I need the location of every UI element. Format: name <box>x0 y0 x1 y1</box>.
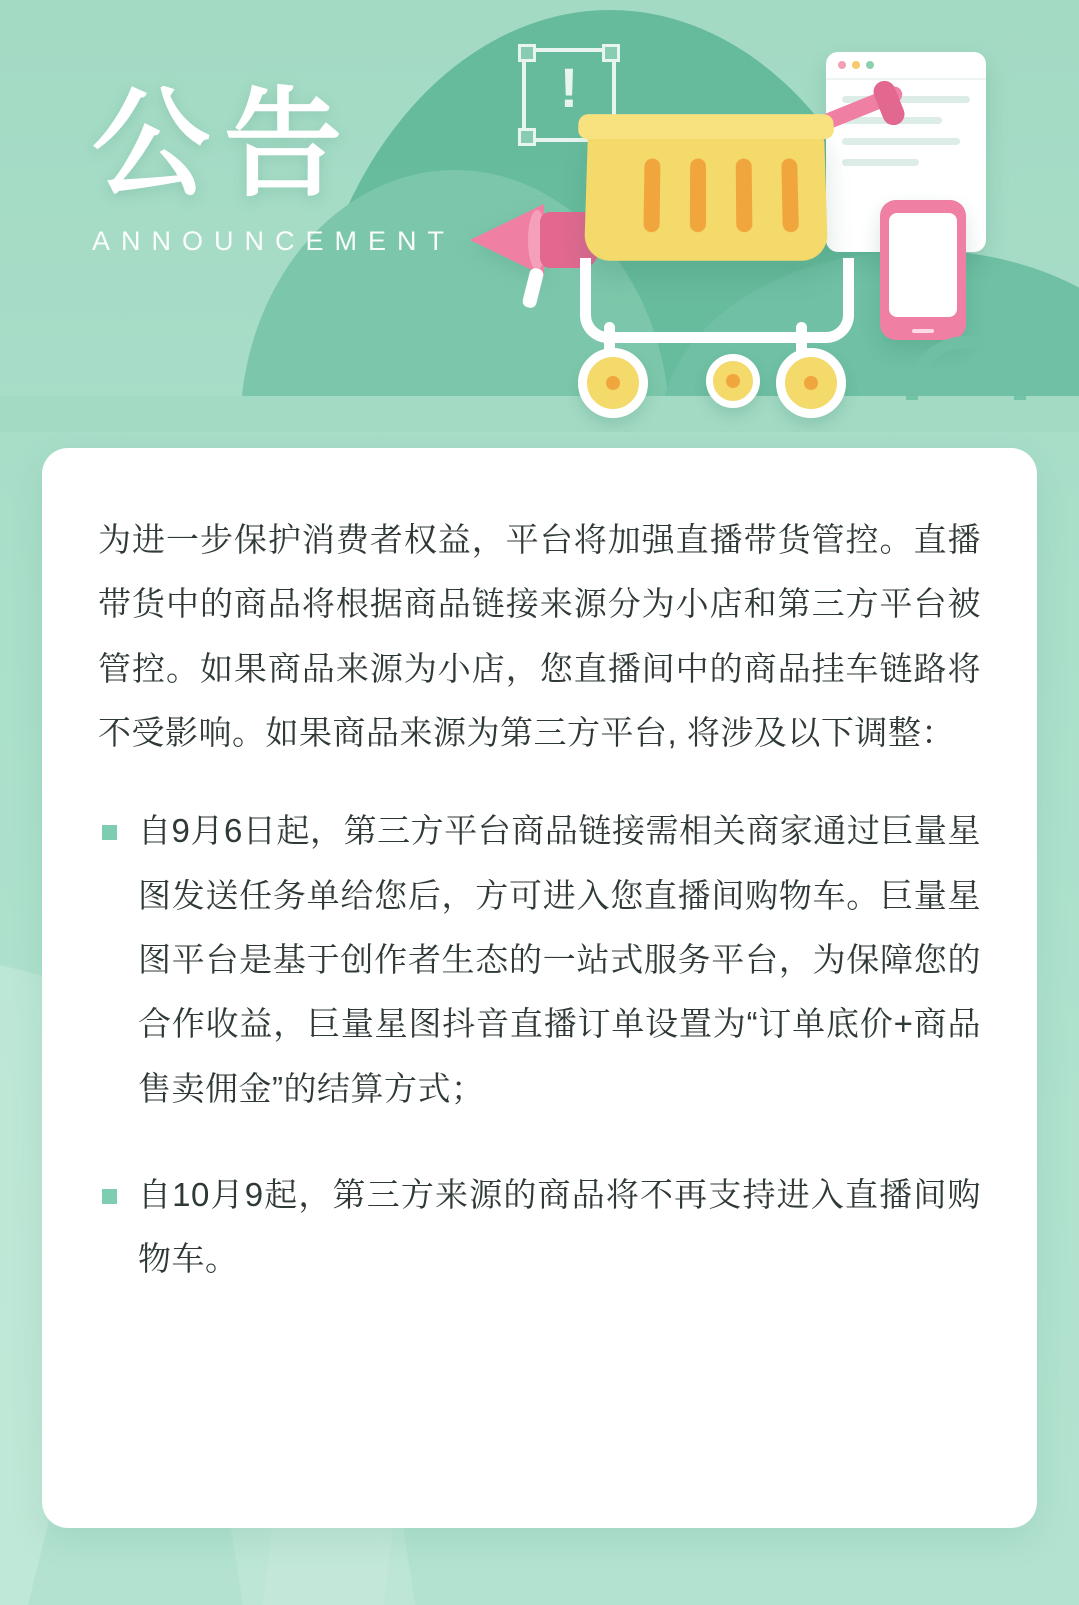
cart-wheel-hub <box>606 376 620 390</box>
page-subtitle: ANNOUNCEMENT <box>92 225 456 256</box>
announcement-bullet-list <box>98 799 981 1291</box>
cart-basket-rim <box>578 114 834 139</box>
hero-banner <box>0 0 1079 432</box>
cart-basket-slot <box>690 159 706 233</box>
browser-dot-red <box>838 61 846 69</box>
cart-wheel <box>706 354 760 408</box>
page-title: 公告 <box>92 79 357 211</box>
phone-screen <box>889 213 957 317</box>
announcement-paragraph: 为进一步保护消费者权益，平台将加强直播带货管控。直播带货中的商品将根据商品链接来源分为小店和第三方平台被管控。如果商品来源为小店，您直播间中的商品挂车链路将不受影响。如果商品来源为第三方平台, 将涉及以下调整： <box>98 521 981 752</box>
cart-wheel-hub <box>804 376 818 390</box>
browser-dot-green <box>866 61 874 69</box>
cart-basket <box>584 129 828 260</box>
announcement-card <box>42 448 1037 1528</box>
list-item: 自10月9起，第三方来源的商品将不再支持进入直播间购物车。 <box>98 1163 981 1292</box>
cart-wheel-hub <box>726 374 740 388</box>
browser-dot-yellow <box>852 61 860 69</box>
cart-basket-slot <box>736 159 753 233</box>
hero-ground <box>0 396 1079 432</box>
hero-heading-group <box>92 79 456 257</box>
cart-frame <box>580 258 854 343</box>
mobile-phone-icon <box>880 200 966 340</box>
exclamation-mark: ! <box>559 56 579 119</box>
shopping-cart-icon <box>548 86 888 416</box>
cart-wheel <box>578 348 648 418</box>
cart-wheel <box>776 348 846 418</box>
list-item: 自9月6日起，第三方平台商品链接需相关商家通过巨量星图发送任务单给您后，方可进入您直播间购物车。巨量星图平台是基于创作者生态的一站式服务平台，为保障您的合作收益，巨量星图抖音直播订单设置为“订单底价+商品售卖佣金”的结算方式； <box>98 799 981 1121</box>
cart-basket-slot <box>643 159 660 233</box>
alert-box-corner <box>518 128 536 146</box>
browser-title-bar <box>826 52 986 80</box>
phone-home-indicator <box>912 329 934 333</box>
cart-basket-slot <box>781 159 799 233</box>
